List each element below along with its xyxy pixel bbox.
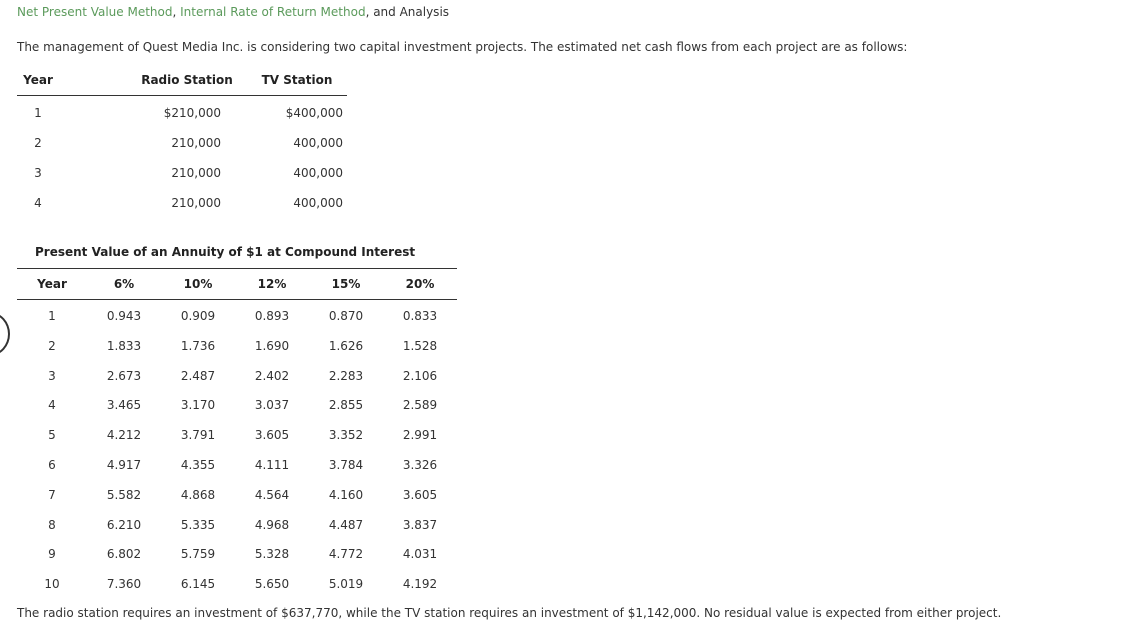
annuity-factor-cell: 2.855 — [328, 398, 364, 413]
annuity-factor-cell: 0.893 — [254, 309, 290, 323]
cash-flow-table — [17, 70, 347, 216]
tv-station-cell: 400,000 — [293, 166, 343, 180]
annuity-factor-cell: 2.589 — [402, 398, 438, 413]
title-rest: , and Analysis — [365, 5, 450, 19]
annuity-row — [17, 360, 457, 390]
annuity-factor-cell: 4.212 — [106, 428, 142, 443]
annuity-factor-cell: 6.145 — [180, 577, 216, 592]
annuity-factor-cell: 4.355 — [180, 457, 216, 472]
annuity-row — [17, 538, 457, 568]
radio-station-cell: 210,000 — [171, 166, 221, 180]
annuity-row — [17, 389, 457, 419]
annuity-factor-cell: 4.487 — [328, 517, 364, 532]
annuity-year-cell: 4 — [48, 398, 56, 413]
annuity-factor-cell: 4.968 — [254, 517, 290, 532]
annuity-factor-cell: 7.360 — [106, 577, 142, 592]
annuity-row — [17, 419, 457, 449]
annuity-factor-cell: 4.160 — [328, 487, 364, 502]
annuity-factor-cell: 4.031 — [402, 547, 438, 562]
annuity-factor-cell: 2.487 — [180, 368, 216, 383]
annuity-factor-cell: 1.833 — [106, 338, 142, 353]
annuity-header-rate: 20% — [405, 277, 435, 291]
irr-method-link[interactable]: Internal Rate of Return Method — [180, 5, 366, 19]
annuity-year-cell: 2 — [48, 338, 56, 353]
annuity-factor-cell: 5.650 — [254, 577, 290, 592]
annuity-factor-cell: 5.019 — [328, 577, 364, 592]
annuity-factor-cell: 3.326 — [402, 457, 438, 472]
annuity-factor-cell: 4.564 — [254, 487, 290, 502]
npv-method-link[interactable]: Net Present Value Method — [17, 5, 173, 19]
annuity-year-cell: 9 — [48, 547, 56, 562]
annuity-factor-cell: 2.991 — [402, 428, 438, 443]
annuity-factor-cell: 0.943 — [106, 309, 142, 323]
annuity-year-cell: 8 — [48, 517, 56, 532]
cash-flow-header-radio: Radio Station — [141, 73, 233, 87]
annuity-year-cell: 3 — [48, 368, 56, 383]
footer-paragraph: The radio station requires an investment of $637,770, while the TV station requires an investment of $1,142,000. No residual value is expected from either project. — [17, 606, 1002, 620]
annuity-year-cell: 5 — [48, 428, 56, 443]
annuity-year-cell: 6 — [48, 457, 56, 472]
annuity-header-rate: 12% — [257, 277, 287, 291]
cash-flow-year-cell: 4 — [34, 196, 42, 210]
annuity-row — [17, 330, 457, 360]
title-separator: , — [172, 5, 181, 19]
cash-flow-row — [17, 156, 347, 186]
annuity-factor-cell: 3.037 — [254, 398, 290, 413]
annuity-factor-cell: 1.736 — [180, 338, 216, 353]
tv-station-cell: $400,000 — [285, 106, 343, 120]
annuity-factor-cell: 5.582 — [106, 487, 142, 502]
cash-flow-row — [17, 126, 347, 156]
annuity-factor-cell: 6.802 — [106, 547, 142, 562]
annuity-factor-cell: 3.170 — [180, 398, 216, 413]
annuity-header-rate: 15% — [331, 277, 361, 291]
radio-station-cell: 210,000 — [171, 136, 221, 150]
annuity-row — [17, 479, 457, 509]
cash-flow-year-cell: 3 — [34, 166, 42, 180]
annuity-row — [17, 568, 457, 598]
tv-station-cell: 400,000 — [293, 136, 343, 150]
page-title — [17, 5, 449, 19]
annuity-factor-cell: 5.759 — [180, 547, 216, 562]
annuity-factor-cell: 4.772 — [328, 547, 364, 562]
cash-flow-row — [17, 186, 347, 216]
annuity-factor-cell: 3.352 — [328, 428, 364, 443]
annuity-factor-cell: 4.192 — [402, 577, 438, 592]
annuity-table-title: Present Value of an Annuity of $1 at Compound Interest — [35, 245, 416, 259]
cash-flow-body — [17, 96, 347, 216]
cash-flow-row — [17, 96, 347, 126]
annuity-factor-cell: 3.605 — [254, 428, 290, 443]
tv-station-cell: 400,000 — [293, 196, 343, 210]
annuity-factor-cell: 1.528 — [402, 338, 438, 353]
cash-flow-header-row — [17, 70, 347, 96]
annuity-year-cell: 1 — [48, 309, 56, 323]
annuity-year-cell: 10 — [44, 577, 60, 592]
radio-station-cell: 210,000 — [171, 196, 221, 210]
annuity-factor-cell: 4.868 — [180, 487, 216, 502]
intro-paragraph: The management of Quest Media Inc. is considering two capital investment projects. The estimated net cash flows from each project are as follows: — [17, 40, 908, 54]
annuity-factor-cell: 1.690 — [254, 338, 290, 353]
cash-flow-year-cell: 1 — [34, 106, 42, 120]
annuity-header-year: Year — [37, 277, 67, 291]
annuity-factor-cell: 4.111 — [254, 457, 290, 472]
annuity-factor-cell: 2.106 — [402, 368, 438, 383]
annuity-header-rate: 6% — [113, 277, 135, 291]
annuity-year-cell: 7 — [48, 487, 56, 502]
annuity-row — [17, 509, 457, 539]
annuity-header-rate: 10% — [183, 277, 213, 291]
annuity-factor-cell: 5.335 — [180, 517, 216, 532]
annuity-table — [17, 268, 457, 598]
radio-station-cell: $210,000 — [163, 106, 221, 120]
annuity-factor-cell: 3.605 — [402, 487, 438, 502]
cash-flow-year-cell: 2 — [34, 136, 42, 150]
annuity-factor-cell: 6.210 — [106, 517, 142, 532]
annuity-factor-cell: 2.673 — [106, 368, 142, 383]
annuity-factor-cell: 3.791 — [180, 428, 216, 443]
annuity-factor-cell: 0.870 — [328, 309, 364, 323]
annuity-factor-cell: 3.465 — [106, 398, 142, 413]
annuity-header-row — [17, 269, 457, 300]
annuity-factor-cell: 5.328 — [254, 547, 290, 562]
annuity-factor-cell: 0.909 — [180, 309, 216, 323]
annuity-factor-cell: 4.917 — [106, 457, 142, 472]
annuity-factor-cell: 2.402 — [254, 368, 290, 383]
cash-flow-header-tv: TV Station — [261, 73, 333, 87]
annuity-factor-cell: 3.837 — [402, 517, 438, 532]
partial-circle-decoration — [0, 312, 10, 356]
annuity-row — [17, 300, 457, 330]
annuity-factor-cell: 1.626 — [328, 338, 364, 353]
annuity-body — [17, 300, 457, 598]
annuity-factor-cell: 3.784 — [328, 457, 364, 472]
annuity-factor-cell: 2.283 — [328, 368, 364, 383]
annuity-factor-cell: 0.833 — [402, 309, 438, 323]
cash-flow-header-year: Year — [23, 73, 53, 87]
annuity-row — [17, 449, 457, 479]
